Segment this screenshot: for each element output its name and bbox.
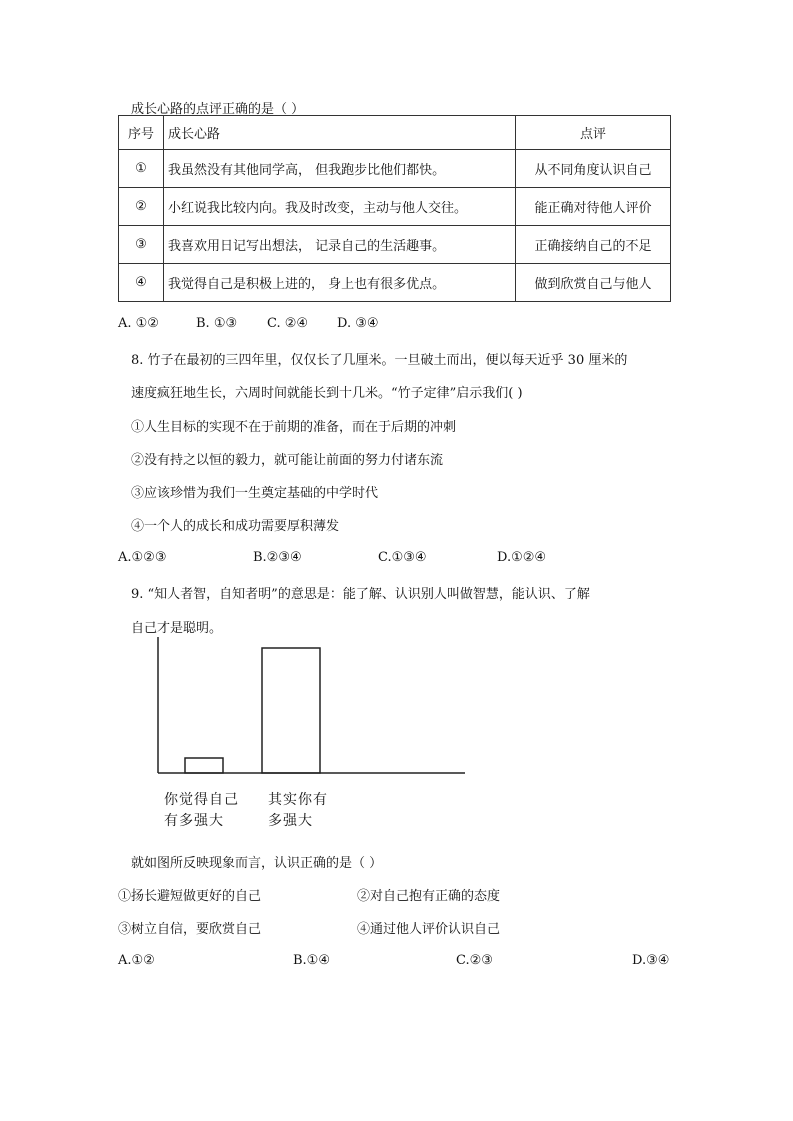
q7-option-b: B. ①③ [196,316,238,331]
header-comment: 点评 [516,116,671,150]
q8-item-3: ③应该珍惜为我们一生奠定基础的中学时代 [131,486,379,501]
row-text: 我喜欢用日记写出想法， 记录自己的生活趣事。 [164,226,516,264]
row-num: ① [119,150,164,188]
row-num: ② [119,188,164,226]
header-journey: 成长心路 [164,116,516,150]
comparison-bar-figure [150,635,470,780]
table-header-row [119,116,671,150]
table-row [119,188,671,226]
row-text: 小红说我比较内向。我及时改变，主动与他人交往。 [164,188,516,226]
q9-item-3: ③树立自信，要欣赏自己 [118,922,262,937]
q9-item-2: ②对自己抱有正确的态度 [357,889,501,904]
row-num: ④ [119,264,164,302]
row-comment: 从不同角度认识自己 [516,150,671,188]
figure-label-left [164,790,239,832]
q8-item-1: ①人生目标的实现不在于前期的准备，而在于后期的冲刺 [131,420,457,435]
q7-option-c: C. ②④ [267,316,309,331]
row-text: 我觉得自己是积极上进的， 身上也有很多优点。 [164,264,516,302]
q9-item-1: ①扬长避短做更好的自己 [118,889,262,904]
row-comment: 做到欣赏自己与他人 [516,264,671,302]
header-num: 序号 [119,116,164,150]
q9-question: 就如图所反映现象而言，认识正确的是（ ） [131,856,383,871]
row-comment: 正确接纳自己的不足 [516,226,671,264]
figure-label-right-line1: 其实你有 [268,792,328,808]
q7-option-d: D. ③④ [337,316,379,331]
row-num: ③ [119,226,164,264]
q9-option-c: C.②③ [456,953,493,968]
bar-actual-strength [262,648,320,773]
q8-option-c: C.①③④ [378,550,427,565]
table-row [119,150,671,188]
q9-option-d: D.③④ [632,953,670,968]
q7-title: 成长心路的点评正确的是（ ） [131,102,305,117]
table-row [119,264,671,302]
q8-option-b: B.②③④ [253,550,302,565]
q9-item-4: ④通过他人评价认识自己 [357,922,501,937]
q7-option-a: A. ①② [118,316,159,331]
figure-label-left-line2: 有多强大 [164,813,224,829]
row-comment: 能正确对待他人评价 [516,188,671,226]
q8-stem-line2: 速度疯狂地生长，六周时间就能长到十几米。“竹子定律”启示我们( ) [131,386,523,401]
q9-option-b: B.①④ [293,953,330,968]
q8-stem-line1: 8. 竹子在最初的三四年里，仅仅长了几厘米。一旦破土而出，便以每天近乎 30 厘米的 [131,353,628,368]
q8-item-4: ④一个人的成长和成功需要厚积薄发 [131,519,340,534]
q8-option-d: D.①②④ [497,550,547,565]
row-text: 我虽然没有其他同学高， 但我跑步比他们都快。 [164,150,516,188]
figure-label-left-line1: 你觉得自己 [164,792,239,808]
q9-stem-line2: 自己才是聪明。 [131,621,223,636]
bar-perceived-strength [185,758,223,773]
figure-label-right-line2: 多强大 [268,813,313,829]
growth-table [118,115,671,302]
q9-option-a: A.①② [118,953,155,968]
q8-option-a: A.①②③ [118,550,167,565]
q9-stem-line1: 9. “知人者智，自知者明”的意思是：能了解、认识别人叫做智慧，能认识、了解 [131,587,590,602]
table-row [119,226,671,264]
q8-item-2: ②没有持之以恒的毅力，就可能让前面的努力付诸东流 [131,453,444,468]
figure-label-right [268,790,328,832]
